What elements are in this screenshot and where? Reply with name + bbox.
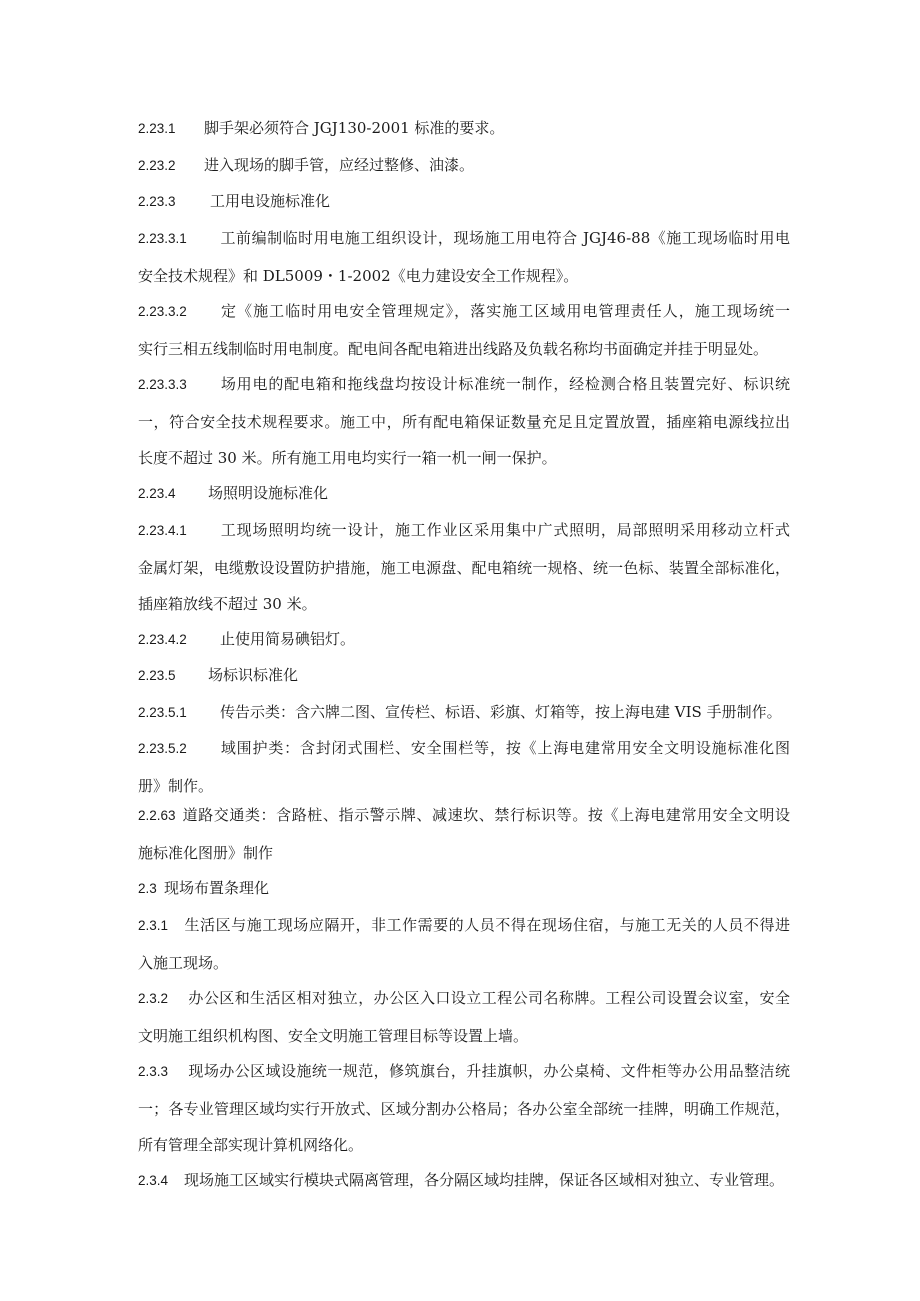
section-number: 2.23.5.1: [138, 705, 187, 720]
paragraph-line: [138, 512, 790, 550]
section-number: 2.23.3: [138, 194, 176, 209]
heading-text: 场标识标准化: [208, 666, 299, 684]
paragraph-2-23-5-2: [138, 730, 790, 804]
section-number: 2.23.5: [138, 668, 176, 683]
paragraph-text: 传告示类：含六牌二图、宣传栏、标语、彩旗、灯箱等，按上海电建 VIS 手册制作。: [220, 703, 782, 721]
paragraph-line: [138, 1018, 790, 1055]
paragraph-line: [138, 730, 790, 768]
heading-2-23-3: [138, 183, 790, 221]
paragraph-text: 办公区和生活区相对独立，办公区入口设立工程公司名称牌。工程公司设置会议室，安全: [188, 989, 790, 1007]
paragraph-2-3-4: [138, 1162, 790, 1200]
section-number: 2.23.3.3: [138, 377, 187, 392]
paragraph-text: 生活区与施工现场应隔开，非工作需要的人员不得在现场住宿，与施工无关的人员不得进: [184, 916, 790, 934]
paragraph-2-23-3-1: [138, 220, 790, 294]
heading-2-23-5: [138, 657, 790, 695]
section-number: 2.2.63: [138, 808, 176, 823]
paragraph-line: [138, 586, 790, 623]
paragraph-text: 长度不超过 30 米。所有施工用电均实行一箱一机一闸一保护。: [138, 449, 557, 467]
paragraph-2-23-3-2: [138, 293, 790, 367]
paragraph-line: [138, 621, 790, 659]
paragraph-2-3-3: [138, 1053, 790, 1164]
paragraph-line: [138, 1091, 790, 1128]
paragraph-line: [138, 1127, 790, 1164]
paragraph-line: [138, 550, 790, 587]
heading-text: 工用电设施标准化: [210, 192, 331, 210]
section-number: 2.23.5.2: [138, 741, 187, 756]
section-number: 2.3.3: [138, 1064, 169, 1079]
paragraph-line: [138, 183, 790, 221]
paragraph-2-3-1: [138, 907, 790, 981]
paragraph-2-23-4-2: [138, 621, 790, 659]
paragraph-text: 入施工现场。: [138, 953, 229, 972]
section-number: 2.3: [138, 881, 157, 896]
paragraph-2-23-1: [138, 110, 790, 148]
section-number: 2.23.4: [138, 486, 176, 501]
heading-2-3: [138, 870, 790, 908]
paragraph-text: 现场施工区域实行模块式隔离管理，各分隔区域均挂牌，保证各区域相对独立、专业管理。: [184, 1171, 785, 1189]
paragraph-2-2-63: [138, 797, 790, 871]
paragraph-2-23-2: [138, 147, 790, 185]
section-number: 2.23.2: [138, 158, 176, 173]
paragraph-line: [138, 440, 790, 477]
paragraph-text: 现场办公区域设施统一规范，修筑旗台，升挂旗帜，办公桌椅、文件柜等办公用品整洁统: [188, 1062, 790, 1080]
section-number: 2.3.4: [138, 1173, 169, 1188]
paragraph-line: [138, 694, 790, 732]
paragraph-text: 金属灯架，电缆敷设设置防护措施，施工电源盘、配电箱统一规格、统一色标、装置全部标准化，: [138, 558, 790, 577]
paragraph-text: 文明施工组织机构图、安全文明施工管理目标等设置上墙。: [138, 1026, 529, 1045]
paragraph-text: 工现场照明均统一设计，施工作业区采用集中广式照明，局部照明采用移动立杆式: [220, 521, 790, 539]
paragraph-line: [138, 835, 790, 872]
paragraph-line: [138, 404, 790, 441]
paragraph-line: [138, 110, 790, 148]
paragraph-line: [138, 258, 790, 295]
section-number: 2.23.3.1: [138, 231, 187, 246]
paragraph-text: 道路交通类：含路桩、指示警示牌、减速坎、禁行标识等。按《上海电建常用安全文明设: [182, 806, 790, 824]
paragraph-text: 插座箱放线不超过 30 米。: [138, 595, 317, 613]
section-number: 2.23.4.1: [138, 523, 187, 538]
heading-text: 场照明设施标准化: [208, 484, 329, 502]
paragraph-text: 脚手架必须符合 JGJ130-2001 标准的要求。: [204, 119, 505, 137]
paragraph-2-23-3-3: [138, 366, 790, 477]
paragraph-line: [138, 1162, 790, 1200]
section-number: 2.3.2: [138, 991, 169, 1006]
paragraph-line: [138, 1053, 790, 1091]
paragraph-text: 安全技术规程》和 DL5009・1-2002《电力建设安全工作规程》。: [138, 266, 579, 285]
paragraph-line: [138, 475, 790, 513]
paragraph-line: [138, 293, 790, 331]
paragraph-2-23-4-1: [138, 512, 790, 623]
heading-2-23-4: [138, 475, 790, 513]
paragraph-line: [138, 907, 790, 945]
paragraph-text: 工前编制临时用电施工组织设计，现场施工用电符合 JGJ46-88《施工现场临时用电: [220, 229, 790, 247]
paragraph-text: 施标准化图册》制作: [138, 843, 274, 862]
paragraph-line: [138, 220, 790, 258]
heading-text: 现场布置条理化: [164, 879, 270, 897]
paragraph-line: [138, 147, 790, 185]
paragraph-2-23-5-1: [138, 694, 790, 732]
section-number: 2.23.1: [138, 121, 176, 136]
paragraph-text: 进入现场的脚手管，应经过整修、油漆。: [204, 156, 475, 174]
paragraph-text: 定《施工临时用电安全管理规定》，落实施工区域用电管理责任人，施工现场统一: [220, 302, 790, 320]
paragraph-line: [138, 980, 790, 1018]
paragraph-line: [138, 366, 790, 404]
paragraph-line: [138, 945, 790, 982]
section-number: 2.23.4.2: [138, 632, 187, 647]
paragraph-2-3-2: [138, 980, 790, 1054]
paragraph-text: 册》制作。: [138, 776, 214, 795]
paragraph-text: 一；各专业管理区域均实行开放式、区域分割办公格局；各办公室全部统一挂牌，明确工作规范，: [138, 1099, 790, 1118]
section-number: 2.23.3.2: [138, 304, 187, 319]
paragraph-text: 所有管理全部实现计算机网络化。: [138, 1136, 364, 1154]
paragraph-text: 一，符合安全技术规程要求。施工中，所有配电箱保证数量充足且定置放置，插座箱电源线拉出: [138, 412, 790, 431]
section-number: 2.3.1: [138, 918, 169, 933]
paragraph-line: [138, 331, 790, 368]
paragraph-text: 实行三相五线制临时用电制度。配电间各配电箱进出线路及负载名称均书面确定并挂于明显处。: [138, 339, 769, 358]
paragraph-line: [138, 657, 790, 695]
paragraph-text: 止使用简易碘铝灯。: [220, 630, 356, 648]
paragraph-text: 域围护类：含封闭式围栏、安全围栏等，按《上海电建常用安全文明设施标准化图: [220, 739, 790, 757]
paragraph-text: 场用电的配电箱和拖线盘均按设计标准统一制作，经检测合格且装置完好、标识统: [220, 375, 790, 393]
paragraph-line: [138, 870, 790, 908]
paragraph-line: [138, 797, 790, 835]
